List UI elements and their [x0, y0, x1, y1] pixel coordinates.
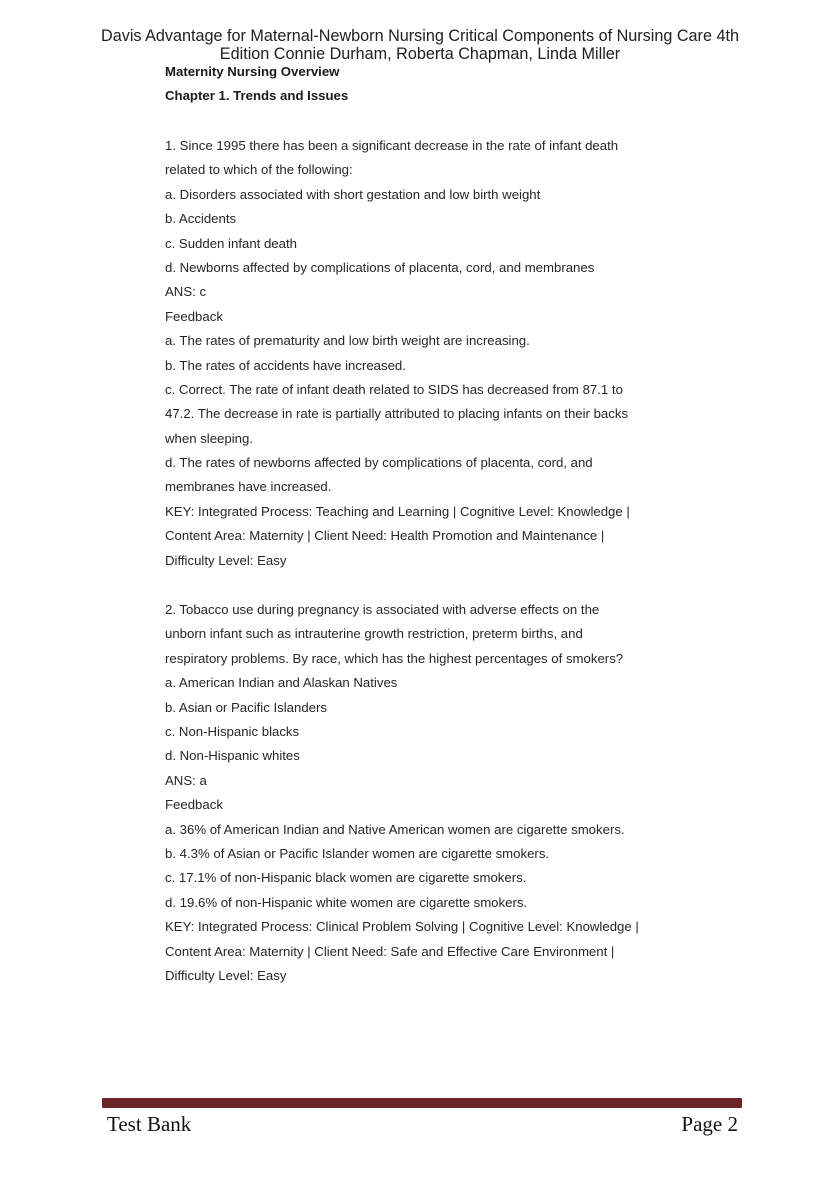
- text-line: c. Sudden infant death: [165, 235, 297, 251]
- header-line-2: Edition Connie Durham, Roberta Chapman, Linda Miller: [219, 45, 621, 63]
- text-line: ANS: a: [165, 772, 207, 788]
- question-spacer: [165, 576, 685, 601]
- footer-divider: [102, 1098, 742, 1108]
- header-line-1: Davis Advantage for Maternal-Newborn Nursing Critical Components of Nursing Care 4th: [101, 27, 739, 45]
- text-line: c. Non-Hispanic blacks: [165, 723, 300, 739]
- text-line: ANS: c: [165, 284, 207, 300]
- text-line: Feedback: [165, 797, 223, 813]
- text-line: a. American Indian and Alaskan Natives: [165, 675, 398, 691]
- text-line: Difficulty Level: Easy: [165, 552, 287, 568]
- text-line: membranes have increased.: [165, 479, 332, 495]
- text-line: a. Disorders associated with short gestation and low birth weight: [165, 186, 541, 202]
- text-line: b. The rates of accidents have increased.: [165, 357, 406, 373]
- question-block: [165, 601, 685, 991]
- section-title: Maternity Nursing Overview: [165, 64, 340, 79]
- text-line: unborn infant such as intrauterine growth restriction, preterm births, and: [165, 626, 583, 642]
- footer-label: Test Bank: [107, 1112, 192, 1136]
- text-line: b. Accidents: [165, 211, 237, 227]
- text-line: Difficulty Level: Easy: [165, 967, 287, 983]
- text-line: b. 4.3% of Asian or Pacific Islander women are cigarette smokers.: [165, 845, 550, 861]
- text-line: d. Newborns affected by complications of placenta, cord, and membranes: [165, 259, 595, 275]
- text-line: c. 17.1% of non-Hispanic black women are cigarette smokers.: [165, 870, 527, 886]
- text-line: 1. Since 1995 there has been a significant decrease in the rate of infant death: [165, 138, 619, 153]
- text-line: KEY: Integrated Process: Clinical Problem Solving | Cognitive Level: Knowledge |: [165, 919, 639, 935]
- question-list: [165, 137, 685, 991]
- title-block: [165, 63, 348, 111]
- text-line: d. The rates of newborns affected by complications of placenta, cord, and: [165, 455, 593, 471]
- document-header: [60, 27, 780, 63]
- text-line: Content Area: Maternity | Client Need: Safe and Effective Care Environment |: [165, 943, 615, 959]
- chapter-title: Chapter 1. Trends and Issues: [165, 88, 349, 103]
- text-line: 2. Tobacco use during pregnancy is associated with adverse effects on the: [165, 602, 600, 618]
- text-line: a. 36% of American Indian and Native American women are cigarette smokers.: [165, 821, 625, 837]
- text-line: a. The rates of prematurity and low birth weight are increasing.: [165, 333, 530, 349]
- page-number: Page 2: [681, 1112, 738, 1136]
- text-line: respiratory problems. By race, which has the highest percentages of smokers?: [165, 650, 624, 666]
- text-line: Feedback: [165, 308, 223, 324]
- text-line: d. 19.6% of non-Hispanic white women are cigarette smokers.: [165, 894, 528, 910]
- text-line: when sleeping.: [165, 430, 253, 446]
- text-line: b. Asian or Pacific Islanders: [165, 699, 327, 715]
- text-line: related to which of the following:: [165, 162, 353, 178]
- text-line: c. Correct. The rate of infant death related to SIDS has decreased from 87.1 to: [165, 381, 623, 397]
- text-line: d. Non-Hispanic whites: [165, 748, 300, 764]
- text-line: KEY: Integrated Process: Teaching and Learning | Cognitive Level: Knowledge |: [165, 503, 630, 519]
- text-line: 47.2. The decrease in rate is partially attributed to placing infants on their backs: [165, 406, 629, 422]
- question-block: [165, 137, 685, 576]
- text-line: Content Area: Maternity | Client Need: Health Promotion and Maintenance |: [165, 528, 605, 544]
